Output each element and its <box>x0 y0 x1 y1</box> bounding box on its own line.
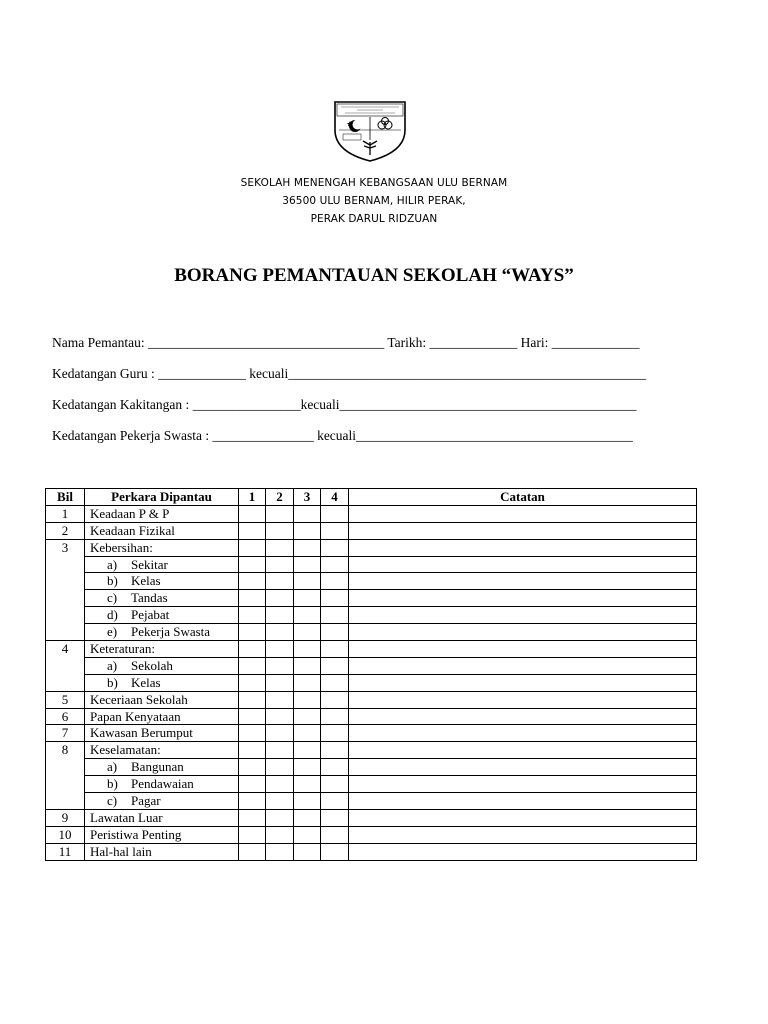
catatan-cell[interactable] <box>349 657 697 674</box>
score-4-cell[interactable] <box>321 657 349 674</box>
staff-attendance-line: Kedatangan Kakitangan : ________________kecuali____________________________________________ <box>52 397 637 412</box>
header-score-2: 2 <box>266 489 294 506</box>
table-row <box>46 522 697 539</box>
score-3-cell[interactable] <box>294 657 321 674</box>
score-2-cell[interactable] <box>266 641 294 658</box>
score-2-cell[interactable] <box>266 843 294 860</box>
score-2-cell[interactable] <box>266 590 294 607</box>
row-number: 7 <box>46 725 85 742</box>
header-score-4: 4 <box>321 489 349 506</box>
catatan-cell[interactable] <box>349 607 697 624</box>
item-label: Keselamatan: <box>85 742 239 759</box>
score-3-cell[interactable] <box>294 793 321 810</box>
table-row <box>46 657 697 674</box>
sub-item-label <box>85 776 239 793</box>
catatan-cell[interactable] <box>349 624 697 641</box>
header-score-3: 3 <box>294 489 321 506</box>
score-2-cell[interactable] <box>266 742 294 759</box>
catatan-cell[interactable] <box>349 793 697 810</box>
row-number: 2 <box>46 522 85 539</box>
table-row <box>46 793 697 810</box>
catatan-cell[interactable] <box>349 826 697 843</box>
item-label: Keadaan P & P <box>85 505 239 522</box>
score-3-cell[interactable] <box>294 674 321 691</box>
catatan-cell[interactable] <box>349 641 697 658</box>
score-1-cell[interactable] <box>239 826 266 843</box>
score-3-cell[interactable] <box>294 556 321 573</box>
catatan-cell[interactable] <box>349 674 697 691</box>
catatan-cell[interactable] <box>349 809 697 826</box>
form-title: BORANG PEMANTAUAN SEKOLAH “WAYS” <box>174 265 574 286</box>
sub-item-label <box>85 674 239 691</box>
score-1-cell[interactable] <box>239 674 266 691</box>
sub-item-letter: a) <box>107 759 118 775</box>
table-row <box>46 674 697 691</box>
table-row <box>46 556 697 573</box>
score-2-cell[interactable] <box>266 522 294 539</box>
score-4-cell[interactable] <box>321 843 349 860</box>
sub-item-text: Kelas <box>131 573 161 589</box>
catatan-cell[interactable] <box>349 708 697 725</box>
score-4-cell[interactable] <box>321 624 349 641</box>
score-3-cell[interactable] <box>294 691 321 708</box>
score-3-cell[interactable] <box>294 809 321 826</box>
table-row <box>46 505 697 522</box>
catatan-cell[interactable] <box>349 742 697 759</box>
header-perkara: Perkara Dipantau <box>85 489 239 506</box>
row-number: 9 <box>46 809 85 826</box>
row-number: 5 <box>46 691 85 708</box>
row-number <box>46 607 85 624</box>
score-4-cell[interactable] <box>321 607 349 624</box>
score-3-cell[interactable] <box>294 843 321 860</box>
sub-item-letter: b) <box>107 674 118 690</box>
score-1-cell[interactable] <box>239 573 266 590</box>
score-3-cell[interactable] <box>294 539 321 556</box>
sub-item-text: Kelas <box>131 674 161 690</box>
table-row <box>46 759 697 776</box>
score-2-cell[interactable] <box>266 505 294 522</box>
table-row <box>46 742 697 759</box>
score-2-cell[interactable] <box>266 607 294 624</box>
score-3-cell[interactable] <box>294 742 321 759</box>
score-4-cell[interactable] <box>321 505 349 522</box>
sub-item-label <box>85 657 239 674</box>
score-2-cell[interactable] <box>266 556 294 573</box>
school-name: SEKOLAH MENENGAH KEBANGSAAN ULU BERNAM <box>240 177 508 189</box>
item-label: Lawatan Luar <box>85 809 239 826</box>
catatan-cell[interactable] <box>349 725 697 742</box>
catatan-cell[interactable] <box>349 522 697 539</box>
sub-item-label <box>85 793 239 810</box>
sub-item-text: Pejabat <box>131 607 170 623</box>
score-1-cell[interactable] <box>239 725 266 742</box>
table-row <box>46 826 697 843</box>
table-row <box>46 624 697 641</box>
score-2-cell[interactable] <box>266 776 294 793</box>
row-number: 6 <box>46 708 85 725</box>
item-label: Kebersihan: <box>85 539 239 556</box>
score-3-cell[interactable] <box>294 641 321 658</box>
table-row <box>46 776 697 793</box>
score-1-cell[interactable] <box>239 776 266 793</box>
row-number: 8 <box>46 742 85 759</box>
score-2-cell[interactable] <box>266 539 294 556</box>
catatan-cell[interactable] <box>349 590 697 607</box>
score-4-cell[interactable] <box>321 590 349 607</box>
score-1-cell[interactable] <box>239 759 266 776</box>
row-number <box>46 776 85 793</box>
catatan-cell[interactable] <box>349 759 697 776</box>
score-1-cell[interactable] <box>239 641 266 658</box>
school-address-line-2: PERAK DARUL RIDZUAN <box>310 213 438 225</box>
score-1-cell[interactable] <box>239 708 266 725</box>
sub-item-label <box>85 556 239 573</box>
score-1-cell[interactable] <box>239 522 266 539</box>
score-4-cell[interactable] <box>321 539 349 556</box>
score-4-cell[interactable] <box>321 708 349 725</box>
catatan-cell[interactable] <box>349 691 697 708</box>
row-number: 11 <box>46 843 85 860</box>
score-1-cell[interactable] <box>239 505 266 522</box>
score-2-cell[interactable] <box>266 793 294 810</box>
score-2-cell[interactable] <box>266 691 294 708</box>
score-1-cell[interactable] <box>239 556 266 573</box>
score-4-cell[interactable] <box>321 556 349 573</box>
score-2-cell[interactable] <box>266 809 294 826</box>
score-3-cell[interactable] <box>294 624 321 641</box>
score-4-cell[interactable] <box>321 691 349 708</box>
catatan-cell[interactable] <box>349 776 697 793</box>
sub-item-text: Pagar <box>131 793 161 809</box>
row-number <box>46 590 85 607</box>
item-label: Keceriaan Sekolah <box>85 691 239 708</box>
score-1-cell[interactable] <box>239 742 266 759</box>
row-number <box>46 573 85 590</box>
catatan-cell[interactable] <box>349 556 697 573</box>
item-label: Peristiwa Penting <box>85 826 239 843</box>
table-row <box>46 607 697 624</box>
item-label: Hal-hal lain <box>85 843 239 860</box>
score-4-cell[interactable] <box>321 522 349 539</box>
score-4-cell[interactable] <box>321 776 349 793</box>
school-address-line-1: 36500 ULU BERNAM, HILIR PERAK, <box>282 195 466 207</box>
score-1-cell[interactable] <box>239 793 266 810</box>
score-3-cell[interactable] <box>294 573 321 590</box>
row-number <box>46 657 85 674</box>
sub-item-label <box>85 624 239 641</box>
table-row <box>46 725 697 742</box>
sub-item-text: Pekerja Swasta <box>131 624 211 640</box>
row-number: 10 <box>46 826 85 843</box>
sub-item-letter: e) <box>107 624 118 640</box>
header-score-1: 1 <box>239 489 266 506</box>
score-2-cell[interactable] <box>266 759 294 776</box>
sub-item-letter: a) <box>107 556 118 572</box>
header-catatan: Catatan <box>349 489 697 506</box>
item-label: Keteraturan: <box>85 641 239 658</box>
sub-item-text: Sekolah <box>131 657 173 673</box>
score-3-cell[interactable] <box>294 725 321 742</box>
score-4-cell[interactable] <box>321 641 349 658</box>
row-number: 1 <box>46 505 85 522</box>
sub-item-letter: c) <box>107 590 118 606</box>
sub-item-text: Bangunan <box>131 759 184 775</box>
catatan-cell[interactable] <box>349 539 697 556</box>
score-4-cell[interactable] <box>321 674 349 691</box>
score-4-cell[interactable] <box>321 573 349 590</box>
table-row <box>46 691 697 708</box>
table-row <box>46 590 697 607</box>
score-3-cell[interactable] <box>294 590 321 607</box>
sub-item-label <box>85 590 239 607</box>
score-2-cell[interactable] <box>266 725 294 742</box>
sub-item-text: Pendawaian <box>131 776 194 792</box>
score-4-cell[interactable] <box>321 742 349 759</box>
score-3-cell[interactable] <box>294 708 321 725</box>
sub-item-text: Tandas <box>131 590 168 606</box>
item-label: Keadaan Fizikal <box>85 522 239 539</box>
score-4-cell[interactable] <box>321 793 349 810</box>
sub-item-label <box>85 759 239 776</box>
header-bil: Bil <box>46 489 85 506</box>
sub-item-label <box>85 573 239 590</box>
row-number: 4 <box>46 641 85 658</box>
item-label: Papan Kenyataan <box>85 708 239 725</box>
score-1-cell[interactable] <box>239 624 266 641</box>
score-2-cell[interactable] <box>266 624 294 641</box>
row-number: 3 <box>46 539 85 556</box>
sub-item-letter: c) <box>107 793 118 809</box>
score-3-cell[interactable] <box>294 505 321 522</box>
score-3-cell[interactable] <box>294 826 321 843</box>
monitor-name-line: Nama Pemantau: ___________________________________ Tarikh: _____________ Hari: _____________ <box>52 335 640 350</box>
score-3-cell[interactable] <box>294 607 321 624</box>
table-header-row <box>46 489 697 506</box>
score-1-cell[interactable] <box>239 607 266 624</box>
score-1-cell[interactable] <box>239 809 266 826</box>
row-number <box>46 793 85 810</box>
score-1-cell[interactable] <box>239 691 266 708</box>
score-2-cell[interactable] <box>266 657 294 674</box>
teacher-attendance-line: Kedatangan Guru : _____________ kecuali_____________________________________________________ <box>52 366 646 381</box>
monitoring-table <box>45 488 697 861</box>
score-1-cell[interactable] <box>239 590 266 607</box>
catatan-cell[interactable] <box>349 573 697 590</box>
score-4-cell[interactable] <box>321 809 349 826</box>
table-row <box>46 573 697 590</box>
sub-item-letter: b) <box>107 776 118 792</box>
score-2-cell[interactable] <box>266 573 294 590</box>
score-2-cell[interactable] <box>266 826 294 843</box>
score-2-cell[interactable] <box>266 708 294 725</box>
score-4-cell[interactable] <box>321 826 349 843</box>
table-row <box>46 539 697 556</box>
table-row <box>46 809 697 826</box>
score-1-cell[interactable] <box>239 657 266 674</box>
sub-item-text: Sekitar <box>131 556 168 572</box>
row-number <box>46 759 85 776</box>
score-4-cell[interactable] <box>321 725 349 742</box>
sub-item-letter: a) <box>107 657 118 673</box>
score-3-cell[interactable] <box>294 776 321 793</box>
catatan-cell[interactable] <box>349 505 697 522</box>
sub-item-letter: b) <box>107 573 118 589</box>
score-4-cell[interactable] <box>321 759 349 776</box>
score-2-cell[interactable] <box>266 674 294 691</box>
sub-item-letter: d) <box>107 607 118 623</box>
school-crest-logo <box>331 100 409 162</box>
score-1-cell[interactable] <box>239 539 266 556</box>
table-row <box>46 708 697 725</box>
table-row <box>46 641 697 658</box>
score-1-cell[interactable] <box>239 843 266 860</box>
catatan-cell[interactable] <box>349 843 697 860</box>
row-number <box>46 674 85 691</box>
sub-item-label <box>85 607 239 624</box>
row-number <box>46 624 85 641</box>
private-worker-attendance-line: Kedatangan Pekerja Swasta : _______________ kecuali_________________________________________ <box>52 428 633 443</box>
score-3-cell[interactable] <box>294 522 321 539</box>
item-label: Kawasan Berumput <box>85 725 239 742</box>
row-number <box>46 556 85 573</box>
score-3-cell[interactable] <box>294 759 321 776</box>
table-row <box>46 843 697 860</box>
